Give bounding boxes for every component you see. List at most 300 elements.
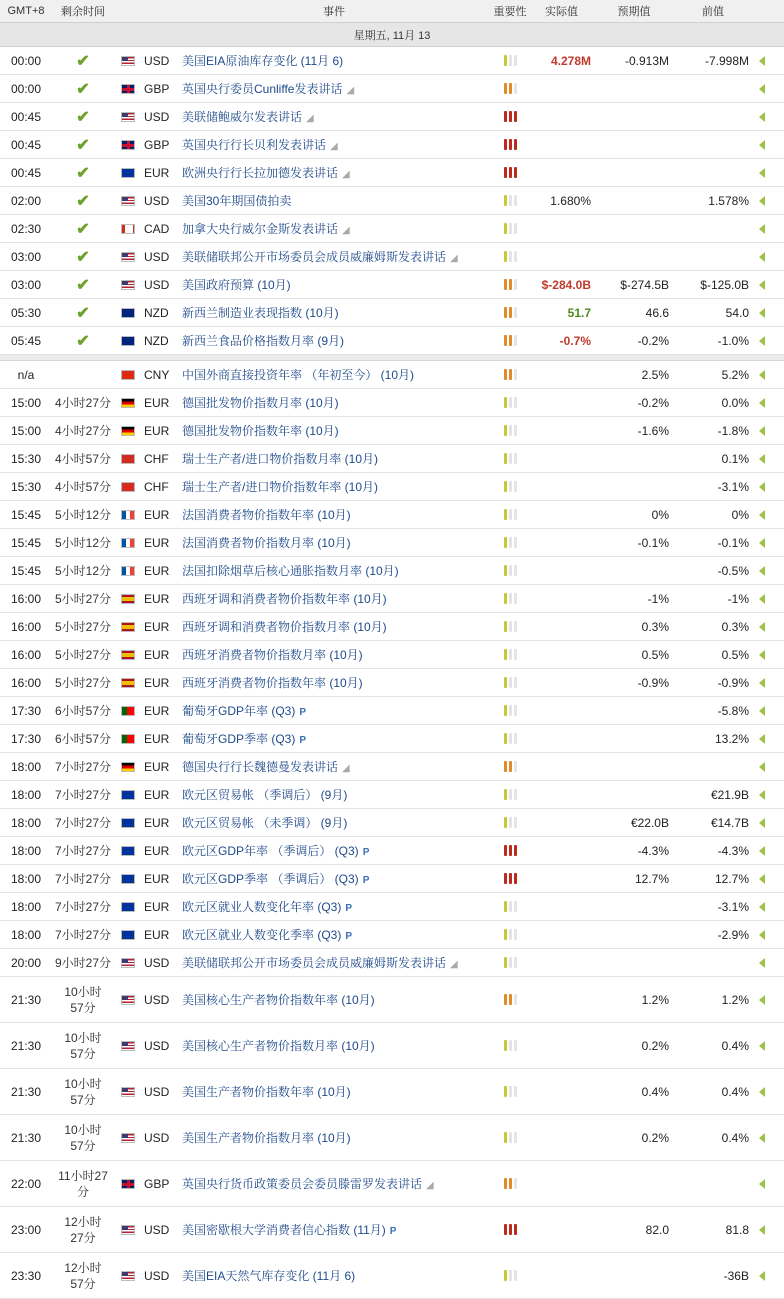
event-time: 18:00 xyxy=(10,843,42,858)
event-title[interactable]: 美国EIA天然气库存变化 (11月 6) xyxy=(182,1269,356,1283)
event-title[interactable]: 西班牙调和消费者物价指数年率 (10月) xyxy=(182,592,387,606)
expand-arrow-icon[interactable] xyxy=(759,370,765,380)
event-row[interactable] xyxy=(0,75,784,103)
expand-arrow-icon[interactable] xyxy=(759,454,765,464)
event-row[interactable] xyxy=(0,669,784,697)
forecast-value: $-274.5B xyxy=(620,277,669,292)
spain-flag-icon xyxy=(121,622,135,632)
importance-bar xyxy=(514,789,517,800)
expand-arrow-cell[interactable] xyxy=(753,370,771,380)
event-title[interactable]: 美国30年期国债拍卖 xyxy=(182,194,292,208)
event-name[interactable] xyxy=(176,1267,492,1284)
expand-arrow-icon[interactable] xyxy=(759,252,765,262)
flag-cell xyxy=(114,84,142,94)
switzerland-flag-icon xyxy=(121,482,135,492)
event-name[interactable] xyxy=(176,991,492,1008)
speech-icon: ◢ xyxy=(342,169,350,180)
released-status xyxy=(52,247,114,267)
event-title[interactable]: 德国央行行长魏德曼发表讲话 xyxy=(182,760,339,774)
expand-arrow-icon[interactable] xyxy=(759,566,765,576)
released-status xyxy=(52,275,114,295)
expand-arrow-cell[interactable] xyxy=(753,454,771,464)
time-remaining-text: 7小时27分 xyxy=(54,759,112,774)
event-row[interactable] xyxy=(0,753,784,781)
event-name[interactable] xyxy=(176,562,492,579)
event-row[interactable] xyxy=(0,473,784,501)
forecast-value: -1.6% xyxy=(637,423,669,438)
expand-arrow-cell[interactable] xyxy=(753,538,771,548)
us-flag-icon xyxy=(121,56,135,66)
event-name[interactable] xyxy=(176,332,492,349)
expand-arrow-cell[interactable] xyxy=(753,56,771,66)
event-row[interactable] xyxy=(0,921,784,949)
event-name[interactable] xyxy=(176,1037,492,1054)
expand-arrow-icon[interactable] xyxy=(759,818,765,828)
event-title[interactable]: 欧元区GDP季率 （季调后） (Q3) xyxy=(182,872,359,886)
event-title[interactable]: 英国央行委员Cunliffe发表讲话 xyxy=(182,82,343,96)
expand-arrow-cell[interactable] xyxy=(753,112,771,122)
event-name[interactable] xyxy=(176,164,492,181)
event-title[interactable]: 英国央行货币政策委员会委员滕雷罗发表讲话 xyxy=(182,1177,423,1191)
event-row[interactable] xyxy=(0,1115,784,1161)
previous-value: -0.9% xyxy=(717,675,749,690)
event-title[interactable]: 美国核心生产者物价指数月率 (10月) xyxy=(182,1039,375,1053)
event-row[interactable] xyxy=(0,837,784,865)
expand-arrow-icon[interactable] xyxy=(759,280,765,290)
event-title[interactable]: 欧洲央行行长拉加德发表讲话 xyxy=(182,166,339,180)
event-row[interactable] xyxy=(0,697,784,725)
event-name[interactable] xyxy=(176,954,492,971)
flag-cell xyxy=(114,790,142,800)
expand-arrow-cell[interactable] xyxy=(753,84,771,94)
event-title[interactable]: 美国EIA原油库存变化 (11月 6) xyxy=(182,54,344,68)
time-remaining xyxy=(52,787,114,803)
expand-arrow-icon[interactable] xyxy=(759,790,765,800)
released-status xyxy=(52,51,114,71)
expand-arrow-icon[interactable] xyxy=(759,196,765,206)
expand-arrow-cell[interactable] xyxy=(753,706,771,716)
forecast-value: 0.2% xyxy=(641,1130,669,1145)
event-row[interactable] xyxy=(0,949,784,977)
released-status xyxy=(52,107,114,127)
importance-bar xyxy=(504,677,507,688)
event-title[interactable]: 欧元区贸易帐 （季调后） (9月) xyxy=(182,788,348,802)
event-name[interactable] xyxy=(176,870,492,887)
event-title[interactable]: 美国生产者物价指数年率 (10月) xyxy=(182,1085,351,1099)
time-remaining-text: 4小时27分 xyxy=(54,423,112,438)
event-row[interactable] xyxy=(0,501,784,529)
event-row[interactable] xyxy=(0,243,784,271)
expand-arrow-icon[interactable] xyxy=(759,846,765,856)
event-title[interactable]: 美国密歇根大学消费者信心指数 (11月) xyxy=(182,1223,386,1237)
event-title[interactable]: 法国消费者物价指数月率 (10月) xyxy=(182,536,351,550)
expand-arrow-icon[interactable] xyxy=(759,1133,765,1143)
event-name[interactable] xyxy=(176,618,492,635)
event-row[interactable] xyxy=(0,725,784,753)
expand-arrow-cell[interactable] xyxy=(753,622,771,632)
expand-arrow-cell[interactable] xyxy=(753,734,771,744)
event-row[interactable] xyxy=(0,187,784,215)
flag-cell xyxy=(114,112,142,122)
event-title[interactable]: 欧元区就业人数变化季率 (Q3) xyxy=(182,928,342,942)
preliminary-icon: P xyxy=(362,847,370,858)
event-title[interactable]: 葡萄牙GDP季率 (Q3) xyxy=(182,732,296,746)
event-time: 15:30 xyxy=(10,479,42,494)
importance-bars-icon xyxy=(503,251,518,262)
event-row[interactable] xyxy=(0,103,784,131)
preliminary-icon: P xyxy=(345,903,353,914)
importance-bar xyxy=(514,733,517,744)
importance-bar xyxy=(509,167,512,178)
event-name[interactable] xyxy=(176,898,492,915)
event-row[interactable] xyxy=(0,159,784,187)
flag-cell xyxy=(114,224,142,234)
event-row[interactable] xyxy=(0,1161,784,1207)
expand-arrow-cell[interactable] xyxy=(753,1179,771,1189)
importance-indicator xyxy=(492,509,528,520)
expand-arrow-icon[interactable] xyxy=(759,224,765,234)
event-row[interactable] xyxy=(0,865,784,893)
expand-arrow-icon[interactable] xyxy=(759,594,765,604)
importance-bar xyxy=(514,1086,517,1097)
event-row[interactable] xyxy=(0,557,784,585)
event-title[interactable]: 加拿大央行威尔金斯发表讲话 xyxy=(182,222,339,236)
importance-indicator xyxy=(492,705,528,716)
event-title[interactable]: 西班牙调和消费者物价指数月率 (10月) xyxy=(182,620,387,634)
upcoming-events xyxy=(0,361,784,1299)
importance-bar xyxy=(514,929,517,940)
event-row[interactable] xyxy=(0,1069,784,1115)
importance-bar xyxy=(514,195,517,206)
event-title[interactable]: 美国生产者物价指数月率 (10月) xyxy=(182,1131,351,1145)
importance-indicator xyxy=(492,279,528,290)
expand-arrow-icon[interactable] xyxy=(759,930,765,940)
event-row[interactable] xyxy=(0,977,784,1023)
event-name[interactable] xyxy=(176,220,492,237)
event-currency: EUR xyxy=(144,507,170,522)
expand-arrow-cell[interactable] xyxy=(753,790,771,800)
expand-arrow-icon[interactable] xyxy=(759,510,765,520)
expand-arrow-icon[interactable] xyxy=(759,168,765,178)
expand-arrow-cell[interactable] xyxy=(753,818,771,828)
expand-arrow-cell[interactable] xyxy=(753,196,771,206)
event-row[interactable] xyxy=(0,389,784,417)
expand-arrow-icon[interactable] xyxy=(759,678,765,688)
expand-arrow-cell[interactable] xyxy=(753,650,771,660)
expand-arrow-icon[interactable] xyxy=(759,650,765,660)
importance-indicator xyxy=(492,901,528,912)
expand-arrow-cell[interactable] xyxy=(753,510,771,520)
event-row[interactable] xyxy=(0,327,784,355)
spain-flag-icon xyxy=(121,594,135,604)
event-title[interactable]: 美联储鲍威尔发表讲话 xyxy=(182,110,303,124)
event-name[interactable] xyxy=(176,478,492,495)
importance-indicator xyxy=(492,593,528,604)
flag-cell xyxy=(114,930,142,940)
expand-arrow-icon[interactable] xyxy=(759,308,765,318)
event-name[interactable] xyxy=(176,394,492,411)
importance-bar xyxy=(514,83,517,94)
expand-arrow-cell[interactable] xyxy=(753,566,771,576)
flag-cell xyxy=(114,454,142,464)
expand-arrow-icon[interactable] xyxy=(759,1271,765,1281)
event-name[interactable] xyxy=(176,304,492,321)
actual-value: 51.7 xyxy=(567,305,591,320)
expand-arrow-cell[interactable] xyxy=(753,1133,771,1143)
event-name[interactable] xyxy=(176,366,492,383)
event-time: 18:00 xyxy=(10,787,42,802)
event-name[interactable] xyxy=(176,730,492,747)
importance-bar xyxy=(509,251,512,262)
forecast-value: 0.2% xyxy=(641,1038,669,1053)
event-name[interactable] xyxy=(176,422,492,439)
event-currency: USD xyxy=(144,992,170,1007)
expand-arrow-cell[interactable] xyxy=(753,1271,771,1281)
expand-arrow-cell[interactable] xyxy=(753,930,771,940)
expand-arrow-cell[interactable] xyxy=(753,995,771,1005)
event-name[interactable] xyxy=(176,702,492,719)
importance-bar xyxy=(509,957,512,968)
header-timezone[interactable]: GMT+8 xyxy=(7,5,45,17)
expand-arrow-icon[interactable] xyxy=(759,762,765,772)
expand-arrow-icon[interactable] xyxy=(759,56,765,66)
flag-cell xyxy=(114,846,142,856)
importance-bars-icon xyxy=(503,705,518,716)
time-remaining-text: 7小时27分 xyxy=(54,927,112,942)
event-time: 20:00 xyxy=(10,955,42,970)
event-row[interactable] xyxy=(0,1253,784,1299)
time-remaining-text: 12小时27分 xyxy=(64,1214,102,1245)
event-name[interactable] xyxy=(176,646,492,663)
importance-bar xyxy=(514,223,517,234)
event-row[interactable] xyxy=(0,1023,784,1069)
forecast-value: 0.3% xyxy=(641,619,669,634)
expand-arrow-cell[interactable] xyxy=(753,678,771,688)
event-title[interactable]: 欧元区GDP年率 （季调后） (Q3) xyxy=(182,844,359,858)
event-row[interactable] xyxy=(0,781,784,809)
event-title[interactable]: 西班牙消费者物价指数年率 (10月) xyxy=(182,676,363,690)
expand-arrow-icon[interactable] xyxy=(759,1087,765,1097)
importance-bar xyxy=(504,1270,507,1281)
importance-bars-icon xyxy=(503,733,518,744)
event-name[interactable] xyxy=(176,52,492,69)
event-row[interactable] xyxy=(0,445,784,473)
nz-flag-icon xyxy=(121,308,135,318)
importance-bars-icon xyxy=(503,453,518,464)
event-title[interactable]: 美联储联邦公开市场委员会成员威廉姆斯发表讲话 xyxy=(182,250,447,264)
flag-cell xyxy=(114,958,142,968)
importance-bar xyxy=(509,453,512,464)
importance-bar xyxy=(509,901,512,912)
importance-bars-icon xyxy=(503,335,518,346)
importance-bar xyxy=(514,649,517,660)
importance-bar xyxy=(504,481,507,492)
expand-arrow-cell[interactable] xyxy=(753,958,771,968)
event-title[interactable]: 欧元区就业人数变化年率 (Q3) xyxy=(182,900,342,914)
event-title[interactable]: 欧元区贸易帐 （未季调） (9月) xyxy=(182,816,348,830)
event-title[interactable]: 法国消费者物价指数年率 (10月) xyxy=(182,508,351,522)
expand-arrow-cell[interactable] xyxy=(753,426,771,436)
expand-arrow-icon[interactable] xyxy=(759,874,765,884)
event-time: 15:30 xyxy=(10,451,42,466)
importance-bar xyxy=(504,83,507,94)
expand-arrow-icon[interactable] xyxy=(759,336,765,346)
expand-arrow-icon[interactable] xyxy=(759,426,765,436)
expand-arrow-icon[interactable] xyxy=(759,84,765,94)
event-currency: EUR xyxy=(144,843,170,858)
importance-bar xyxy=(514,1178,517,1189)
expand-arrow-icon[interactable] xyxy=(759,1041,765,1051)
event-title[interactable]: 英国央行行长贝利发表讲话 xyxy=(182,138,327,152)
event-row[interactable] xyxy=(0,215,784,243)
event-title[interactable]: 美国核心生产者物价指数年率 (10月) xyxy=(182,993,375,1007)
expand-arrow-icon[interactable] xyxy=(759,902,765,912)
expand-arrow-cell[interactable] xyxy=(753,874,771,884)
importance-indicator xyxy=(492,453,528,464)
event-name[interactable] xyxy=(176,926,492,943)
importance-bar xyxy=(509,223,512,234)
event-name[interactable] xyxy=(176,674,492,691)
event-time: 21:30 xyxy=(10,1084,42,1099)
expand-arrow-cell[interactable] xyxy=(753,482,771,492)
event-name[interactable] xyxy=(176,450,492,467)
importance-bar xyxy=(504,139,507,150)
event-row[interactable] xyxy=(0,47,784,75)
time-remaining xyxy=(52,1214,114,1246)
event-name[interactable] xyxy=(176,1221,492,1238)
expand-arrow-cell[interactable] xyxy=(753,1087,771,1097)
event-row[interactable] xyxy=(0,893,784,921)
event-currency: USD xyxy=(144,109,170,124)
switzerland-flag-icon xyxy=(121,454,135,464)
importance-bars-icon xyxy=(503,1224,518,1235)
event-time: 21:30 xyxy=(10,992,42,1007)
expand-arrow-cell[interactable] xyxy=(753,1225,771,1235)
event-title[interactable]: 美国政府预算 (10月) xyxy=(182,278,291,292)
event-row[interactable] xyxy=(0,613,784,641)
event-title[interactable]: 中国外商直接投资年率 （年初至今） (10月) xyxy=(182,368,415,382)
event-row[interactable] xyxy=(0,1207,784,1253)
event-time: 15:00 xyxy=(10,423,42,438)
expand-arrow-icon[interactable] xyxy=(759,482,765,492)
event-name[interactable] xyxy=(176,786,492,803)
expand-arrow-icon[interactable] xyxy=(759,995,765,1005)
event-title[interactable]: 葡萄牙GDP年率 (Q3) xyxy=(182,704,296,718)
expand-arrow-icon[interactable] xyxy=(759,1225,765,1235)
event-row[interactable] xyxy=(0,641,784,669)
event-title[interactable]: 新西兰制造业表现指数 (10月) xyxy=(182,306,339,320)
event-row[interactable] xyxy=(0,417,784,445)
event-row[interactable] xyxy=(0,271,784,299)
event-name[interactable] xyxy=(176,590,492,607)
event-name[interactable] xyxy=(176,1175,492,1192)
event-currency: USD xyxy=(144,277,170,292)
expand-arrow-cell[interactable] xyxy=(753,902,771,912)
event-name[interactable] xyxy=(176,276,492,293)
time-remaining-text: 11小时27分 xyxy=(58,1168,108,1199)
importance-bar xyxy=(514,509,517,520)
time-remaining-text: 6小时57分 xyxy=(54,703,112,718)
expand-arrow-cell[interactable] xyxy=(753,1041,771,1051)
previous-value: -3.1% xyxy=(717,899,749,914)
importance-bars-icon xyxy=(503,481,518,492)
expand-arrow-cell[interactable] xyxy=(753,762,771,772)
event-time: 02:00 xyxy=(10,193,42,208)
event-name[interactable] xyxy=(176,192,492,209)
expand-arrow-cell[interactable] xyxy=(753,336,771,346)
event-name[interactable] xyxy=(176,506,492,523)
event-title[interactable]: 新西兰食品价格指数月率 (9月) xyxy=(182,334,345,348)
event-name[interactable] xyxy=(176,1083,492,1100)
event-name[interactable] xyxy=(176,758,492,775)
expand-arrow-icon[interactable] xyxy=(759,706,765,716)
event-name[interactable] xyxy=(176,248,492,265)
event-name[interactable] xyxy=(176,108,492,125)
expand-arrow-cell[interactable] xyxy=(753,398,771,408)
expand-arrow-icon[interactable] xyxy=(759,1179,765,1189)
event-name[interactable] xyxy=(176,136,492,153)
event-title[interactable]: 德国批发物价指数月率 (10月) xyxy=(182,396,339,410)
event-name[interactable] xyxy=(176,814,492,831)
event-currency: EUR xyxy=(144,899,170,914)
event-name[interactable] xyxy=(176,1129,492,1146)
expand-arrow-cell[interactable] xyxy=(753,308,771,318)
event-currency: NZD xyxy=(144,305,169,320)
expand-arrow-icon[interactable] xyxy=(759,622,765,632)
event-row[interactable] xyxy=(0,529,784,557)
event-title[interactable]: 德国批发物价指数年率 (10月) xyxy=(182,424,339,438)
event-row[interactable] xyxy=(0,299,784,327)
event-title[interactable]: 瑞士生产者/进口物价指数年率 (10月) xyxy=(182,480,379,494)
expand-arrow-cell[interactable] xyxy=(753,168,771,178)
expand-arrow-cell[interactable] xyxy=(753,224,771,234)
expand-arrow-icon[interactable] xyxy=(759,398,765,408)
expand-arrow-cell[interactable] xyxy=(753,594,771,604)
expand-arrow-cell[interactable] xyxy=(753,280,771,290)
eu-flag-icon xyxy=(121,790,135,800)
importance-indicator xyxy=(492,1086,528,1097)
importance-bars-icon xyxy=(503,929,518,940)
event-title[interactable]: 法国扣除烟草后核心通胀指数月率 (10月) xyxy=(182,564,399,578)
time-remaining xyxy=(52,535,114,551)
event-row[interactable] xyxy=(0,131,784,159)
event-title[interactable]: 西班牙消费者物价指数月率 (10月) xyxy=(182,648,363,662)
event-name[interactable] xyxy=(176,534,492,551)
event-title[interactable]: 瑞士生产者/进口物价指数月率 (10月) xyxy=(182,452,379,466)
expand-arrow-icon[interactable] xyxy=(759,112,765,122)
expand-arrow-icon[interactable] xyxy=(759,734,765,744)
expand-arrow-cell[interactable] xyxy=(753,140,771,150)
event-row[interactable] xyxy=(0,585,784,613)
event-name[interactable] xyxy=(176,842,492,859)
expand-arrow-icon[interactable] xyxy=(759,140,765,150)
checkmark-icon: ✔ xyxy=(76,136,90,154)
event-name[interactable] xyxy=(176,80,492,97)
importance-bars-icon xyxy=(503,279,518,290)
speech-icon: ◢ xyxy=(342,225,350,236)
event-title[interactable]: 美联储联邦公开市场委员会成员威廉姆斯发表讲话 xyxy=(182,956,447,970)
expand-arrow-cell[interactable] xyxy=(753,846,771,856)
previous-value: -5.8% xyxy=(717,703,749,718)
germany-flag-icon xyxy=(121,426,135,436)
previous-value: $-125.0B xyxy=(700,277,749,292)
time-remaining-text: 5小时12分 xyxy=(54,563,112,578)
expand-arrow-icon[interactable] xyxy=(759,538,765,548)
expand-arrow-icon[interactable] xyxy=(759,958,765,968)
event-row[interactable] xyxy=(0,361,784,389)
event-row[interactable] xyxy=(0,809,784,837)
expand-arrow-cell[interactable] xyxy=(753,252,771,262)
